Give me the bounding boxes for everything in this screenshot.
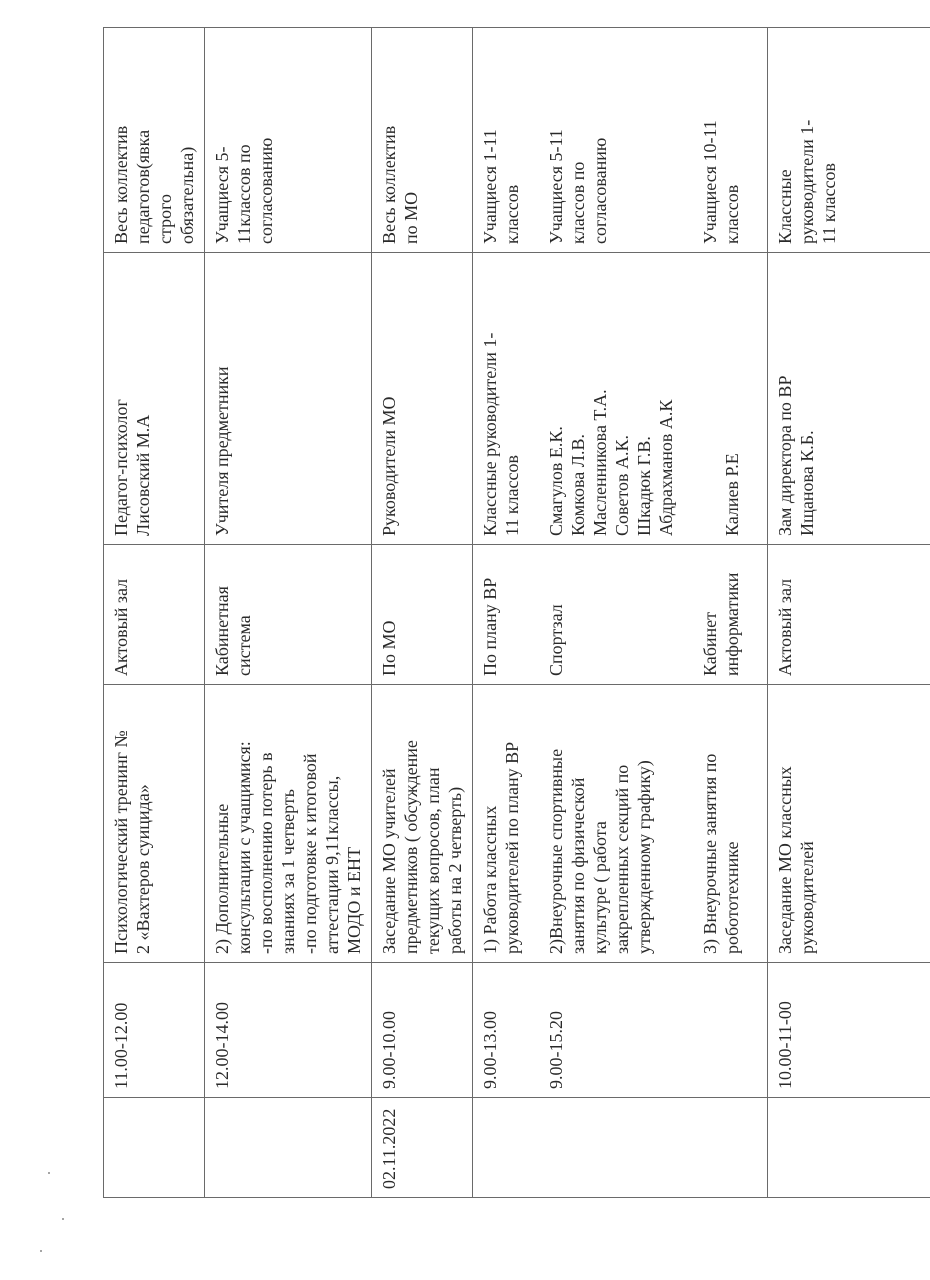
- cell-event: Заседание МО классных руководителей: [768, 685, 930, 963]
- cell-time: 9.00-13.00 9.00-15.20: [473, 963, 768, 1098]
- cell-time: 10.00-11-00: [768, 963, 930, 1098]
- schedule-body: [104, 28, 930, 1198]
- cell-time: 11.00-12.00: [104, 963, 205, 1098]
- cell-responsible: Классные руководители 1- 11 классов Смагулов Е.К. Комкова Л.В. Масленникова Т.А. Советов А.К. Шкадюк Г.В. Абдрахманов А.К Калиев Р.Е: [473, 253, 768, 545]
- cell-place: Кабинетная система: [205, 545, 372, 685]
- rotated-table-container: [103, 28, 868, 1198]
- cell-date: [473, 1098, 768, 1198]
- cell-event: Заседание МО учителей предметников ( обсуждение текущих вопросов, план работы на 2 четверть): [372, 685, 473, 963]
- cell-time: 9.00-10.00: [372, 963, 473, 1098]
- table-row: [473, 28, 768, 1198]
- scan-speck: [40, 1250, 42, 1252]
- cell-event: Психологический тренинг № 2 «Вахтеров суицида»: [104, 685, 205, 963]
- cell-place: По плану ВР Спортзал Кабинет информатики: [473, 545, 768, 685]
- cell-time: 12.00-14.00: [205, 963, 372, 1098]
- cell-date: [205, 1098, 372, 1198]
- schedule-table: [103, 27, 930, 1198]
- cell-responsible: Руководители МО: [372, 253, 473, 545]
- cell-event: 2) Дополнительные консультации с учащимися: -по восполнению потерь в знаниях за 1 четверть -по подготовке к итоговой аттестации 9,11классы, МОДО и ЕНТ: [205, 685, 372, 963]
- table-row: [372, 28, 473, 1198]
- cell-participants: Весь коллектив педагогов(явка строго обязательна): [104, 28, 205, 253]
- cell-date: [104, 1098, 205, 1198]
- cell-date: [768, 1098, 930, 1198]
- scan-speck: [62, 1218, 64, 1220]
- cell-responsible: Учителя предметники: [205, 253, 372, 545]
- cell-participants: Учащиеся 1-11 классов Учащиеся 5-11 классов по согласованию Учащиеся 10-11 классов: [473, 28, 768, 253]
- scan-speck: [48, 1172, 50, 1174]
- cell-date: 02.11.2022: [372, 1098, 473, 1198]
- table-row: [768, 28, 930, 1198]
- cell-participants: Учащиеся 5- 11классов по согласованию: [205, 28, 372, 253]
- cell-responsible: Педагог-психолог Лисовский М.А: [104, 253, 205, 545]
- cell-responsible: Зам директора по ВР Ищанова К.Б.: [768, 253, 930, 545]
- cell-event: 1) Работа классных руководителей по плану ВР 2)Внеурочные спортивные занятия по физической культуре ( работа закрепленных секций по утвержденному графику) 3) Внеурочные занятия по робототехнике: [473, 685, 768, 963]
- cell-place: Актовый зал: [768, 545, 930, 685]
- cell-participants: Весь коллектив по МО: [372, 28, 473, 253]
- cell-place: Актовый зал: [104, 545, 205, 685]
- table-row: [205, 28, 372, 1198]
- cell-place: По МО: [372, 545, 473, 685]
- cell-participants: Классные руководители 1- 11 классов: [768, 28, 930, 253]
- table-row: [104, 28, 205, 1198]
